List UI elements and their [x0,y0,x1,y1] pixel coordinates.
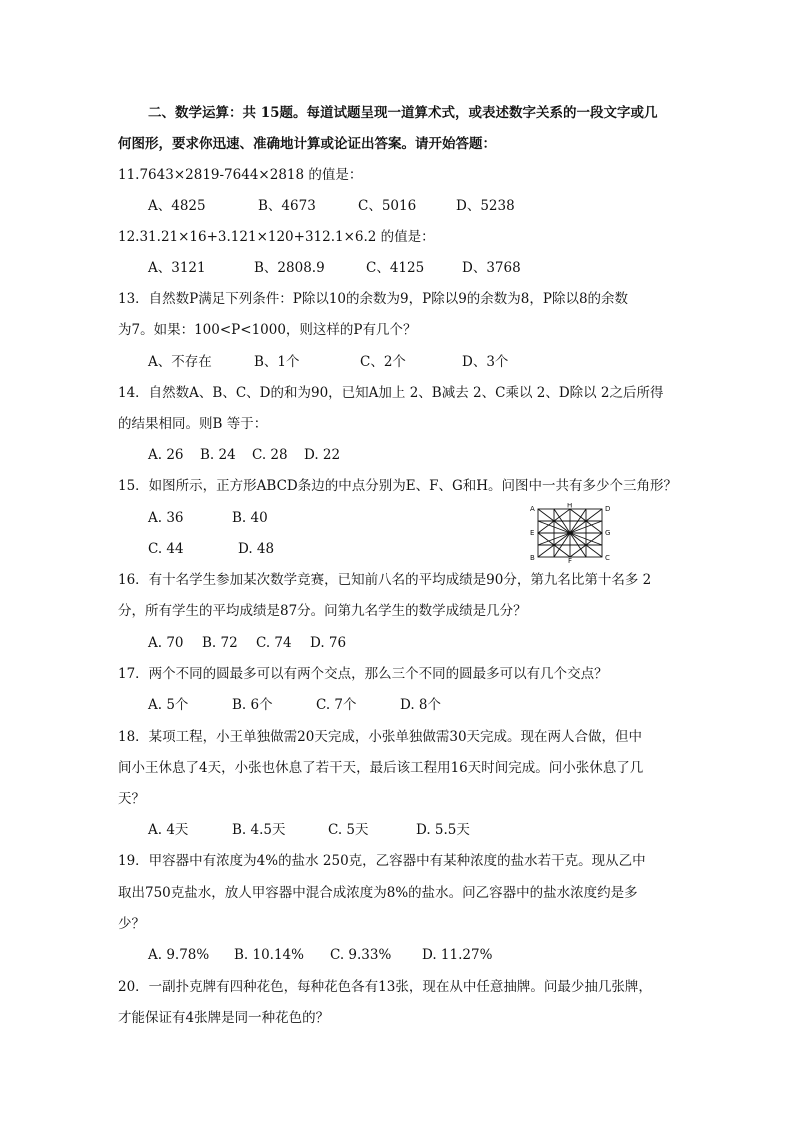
question-15-options-row-1 [148,509,268,527]
question-18-text-3: 天？ [118,791,145,807]
question-19-text-3: 少？ [118,916,145,932]
option-b: B. 4.5天 [232,822,286,838]
option-d: D、5238 [456,198,515,214]
label-h: H [567,503,573,510]
question-18-text-1: 18．某项工程，小王单独做需20天完成，小张单独做需30天完成。现在两人合做，但中 [118,729,643,745]
option-b: B、2808.9 [254,260,325,276]
option-b: B. 6个 [232,697,273,713]
option-a: A. 26 [148,447,184,463]
option-c: C. 5天 [328,822,369,838]
option-a: A. 36 [148,510,184,526]
label-f: F [568,557,573,563]
question-19-options [148,946,492,964]
label-a: A [530,505,535,513]
figure-lines [538,509,602,557]
question-15-text: 15．如图所示，正方形ABCD条边的中点分别为E、F、G和H。问图中一共有多少个三角形？ [118,478,678,494]
question-11-options [148,197,515,215]
option-c: C. 74 [256,635,292,651]
label-b: B [530,554,535,562]
option-b: B、4673 [258,198,316,214]
question-11-text: 11.7643×2819-7644×2818 的值是： [118,167,363,183]
option-c: C. 9.33% [330,947,392,963]
question-13-options [148,353,508,371]
option-d: D. 8个 [400,697,442,713]
option-c: C、4125 [366,260,425,276]
option-c: C、2个 [360,354,406,370]
option-d: D. 22 [304,447,341,463]
label-c: C [605,554,610,562]
intro-line-1: 二、数学运算：共 15题。每道试题呈现一道算术式，或表述数字关系的一段文字或几 [148,105,658,121]
question-13-text-2: 为7。如果：100<P<1000，则这样的P有几个？ [118,322,417,338]
square-triangles-figure [528,503,614,563]
question-16-text-2: 分，所有学生的平均成绩是87分。问第九名学生的数学成绩是几分？ [118,603,527,619]
question-12-options [148,259,521,277]
option-b: B. 40 [232,510,268,526]
label-g: G [605,529,611,537]
question-16-options [148,634,346,652]
option-a: A. 9.78% [148,947,210,963]
option-d: D、3个 [462,354,509,370]
question-17-text: 17．两个不同的圆最多可以有两个交点，那么三个不同的圆最多可以有几个交点？ [118,666,608,682]
question-14-options [148,446,340,464]
option-a: A、3121 [148,260,206,276]
option-c: C. 44 [148,541,184,557]
intro-line-2: 何图形，要求你迅速、准确地计算或论证出答案。请开始答题： [118,136,496,152]
square-diagram [528,503,614,563]
option-c: C. 7个 [316,697,357,713]
question-18-text-2: 间小王休息了4天，小张也休息了若干天，最后该工程用16天时间完成。问小张休息了几 [118,760,644,776]
question-12-text: 12.31.21×16+3.121×120+312.1×6.2 的值是： [118,229,435,245]
option-a: A、4825 [148,198,206,214]
question-18-options [148,821,470,839]
question-19-text-1: 19．甲容器中有浓度为4%的盐水 250克，乙容器中有某种浓度的盐水若干克。现从乙中 [118,853,646,869]
question-14-text-2: 的结果相同。则B 等于： [118,416,268,432]
option-c: C. 28 [252,447,288,463]
option-a: A. 70 [148,635,184,651]
question-17-options [148,696,441,714]
option-b: B. 10.14% [234,947,304,963]
option-b: B. 72 [202,635,238,651]
question-13-text-1: 13．自然数P满足下列条件：P除以10的余数为9，P除以9的余数为8，P除以8的余数 [118,291,629,307]
option-d: D、3768 [462,260,521,276]
option-b: B. 24 [200,447,236,463]
question-15-options-row-2 [148,540,274,558]
question-19-text-2: 取出750克盐水，放人甲容器中混合成浓度为8%的盐水。问乙容器中的盐水浓度约是多 [118,885,638,901]
question-20-text-2: 才能保证有4张牌是同一种花色的？ [118,1010,330,1026]
question-20-text-1: 20．一副扑克牌有四种花色，每种花色各有13张，现在从中任意抽牌。问最少抽几张牌， [118,979,652,995]
label-d: D [605,505,611,513]
option-b: B、1个 [254,354,300,370]
option-d: D. 11.27% [422,947,493,963]
option-a: A. 4天 [148,822,189,838]
question-16-text-1: 16．有十名学生参加某次数学竞赛，已知前八名的平均成绩是90分，第九名比第十名多 2 [118,572,652,588]
option-c: C、5016 [358,198,417,214]
question-14-text-1: 14．自然数A、B、C、D的和为90，已知A加上 2、B减去 2、C乘以 2、D除以 2之后所得 [118,385,664,401]
option-a: A. 5个 [148,697,189,713]
option-a: A、不存在 [148,354,212,370]
option-d: D. 76 [310,635,347,651]
option-d: D. 48 [238,541,275,557]
option-d: D. 5.5天 [416,822,470,838]
label-e: E [530,529,535,537]
